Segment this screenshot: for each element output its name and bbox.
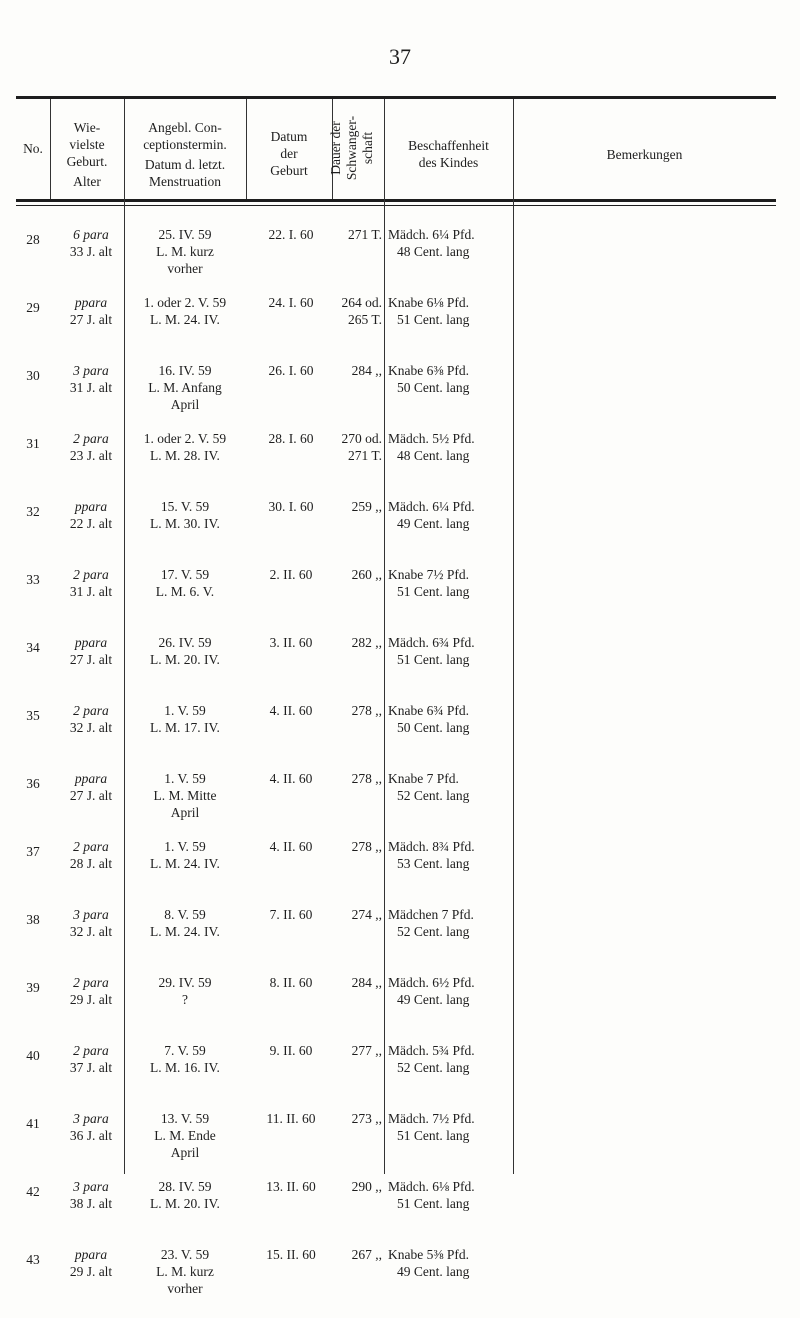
row-dauer: 267 ,, bbox=[351, 1247, 382, 1262]
row-dauer: 284 ,, bbox=[351, 975, 382, 990]
row-kind: Knabe 7 Pfd. 52 Cent. lang bbox=[388, 771, 470, 803]
header-menstruation: Angebl. Con- ceptionstermin. Datum d. letzt. Menstruation bbox=[143, 120, 227, 189]
row-kind: Mädch. 6¼ Pfd. 48 Cent. lang bbox=[388, 227, 475, 259]
row-geburt: 3. II. 60 bbox=[269, 635, 313, 650]
table-row bbox=[0, 634, 800, 706]
row-number: 42 bbox=[26, 1184, 40, 1199]
row-number: 33 bbox=[26, 572, 40, 587]
row-geburt: 13. II. 60 bbox=[266, 1179, 316, 1194]
row-geburt: 24. I. 60 bbox=[268, 295, 314, 310]
row-menstruation: 15. V. 59 L. M. 30. IV. bbox=[150, 499, 220, 531]
row-kind: Mädch. 6¼ Pfd. 49 Cent. lang bbox=[388, 499, 475, 531]
row-number: 30 bbox=[26, 368, 40, 383]
row-dauer: 278 ,, bbox=[351, 839, 382, 854]
row-number: 37 bbox=[26, 844, 40, 859]
row-alter: ppara 29 J. alt bbox=[69, 1247, 113, 1279]
row-alter: 2 para 29 J. alt bbox=[69, 975, 113, 1007]
table-row bbox=[0, 702, 800, 774]
row-alter: 6 para 33 J. alt bbox=[69, 227, 113, 259]
row-kind: Mädch. 5½ Pfd. 48 Cent. lang bbox=[388, 431, 475, 463]
header-kind: Beschaffenheit des Kindes bbox=[408, 138, 489, 170]
row-number: 32 bbox=[26, 504, 40, 519]
table-row bbox=[0, 1178, 800, 1250]
table-row bbox=[0, 294, 800, 366]
row-kind: Mädchen 7 Pfd. 52 Cent. lang bbox=[388, 907, 474, 939]
row-number: 38 bbox=[26, 912, 40, 927]
table-row bbox=[0, 498, 800, 570]
row-number: 36 bbox=[26, 776, 40, 791]
row-menstruation: 17. V. 59 L. M. 6. V. bbox=[155, 567, 215, 599]
row-geburt: 26. I. 60 bbox=[268, 363, 314, 378]
table-row bbox=[0, 838, 800, 910]
row-dauer: 270 od. 271 T. bbox=[341, 431, 382, 463]
row-menstruation: 1. V. 59 L. M. 24. IV. bbox=[150, 839, 220, 871]
header-alter: Wie- vielste Geburt. Alter bbox=[66, 120, 108, 189]
header-no: No. bbox=[23, 141, 43, 156]
row-menstruation: 1. oder 2. V. 59 L. M. 28. IV. bbox=[143, 431, 227, 463]
table-row bbox=[0, 1110, 800, 1182]
row-geburt: 4. II. 60 bbox=[269, 703, 313, 718]
header-dauer: Dauer der Schwanger- schaft bbox=[328, 115, 375, 181]
row-kind: Mädch. 8¾ Pfd. 53 Cent. lang bbox=[388, 839, 475, 871]
row-menstruation: 7. V. 59 L. M. 16. IV. bbox=[150, 1043, 220, 1075]
page-number: 37 bbox=[389, 44, 411, 69]
row-menstruation: 1. oder 2. V. 59 L. M. 24. IV. bbox=[143, 295, 227, 327]
row-alter: 3 para 38 J. alt bbox=[69, 1179, 113, 1211]
row-dauer: 274 ,, bbox=[351, 907, 382, 922]
table-row bbox=[0, 906, 800, 978]
row-geburt: 30. I. 60 bbox=[268, 499, 314, 514]
row-kind: Mädch. 6¾ Pfd. 51 Cent. lang bbox=[388, 635, 475, 667]
row-dauer: 277 ,, bbox=[351, 1043, 382, 1058]
row-dauer: 284 ,, bbox=[351, 363, 382, 378]
header-geburt: Datum der Geburt bbox=[270, 129, 308, 178]
row-geburt: 22. I. 60 bbox=[268, 227, 314, 242]
row-menstruation: 29. IV. 59 ? bbox=[158, 975, 212, 1007]
row-menstruation: 1. V. 59 L. M. 17. IV. bbox=[150, 703, 220, 735]
row-kind: Knabe 6⅜ Pfd. 50 Cent. lang bbox=[388, 363, 470, 395]
table-row bbox=[0, 566, 800, 638]
row-dauer: 260 ,, bbox=[351, 567, 382, 582]
row-dauer: 290 ,, bbox=[351, 1179, 382, 1194]
table-row bbox=[0, 1246, 800, 1318]
row-dauer: 264 od. 265 T. bbox=[341, 295, 382, 327]
row-geburt: 4. II. 60 bbox=[269, 771, 313, 786]
row-number: 34 bbox=[26, 640, 40, 655]
row-alter: 2 para 32 J. alt bbox=[69, 703, 113, 735]
row-geburt: 11. II. 60 bbox=[266, 1111, 316, 1126]
header-bemerkungen: Bemerkungen bbox=[606, 147, 683, 162]
row-alter: ppara 27 J. alt bbox=[69, 635, 113, 667]
table-row bbox=[0, 770, 800, 842]
row-number: 40 bbox=[26, 1048, 40, 1063]
row-number: 43 bbox=[26, 1252, 40, 1267]
table-row bbox=[0, 974, 800, 1046]
row-menstruation: 25. IV. 59 L. M. kurz vorher bbox=[156, 227, 214, 276]
row-geburt: 9. II. 60 bbox=[269, 1043, 313, 1058]
row-alter: 2 para 31 J. alt bbox=[69, 567, 113, 599]
header-bottom-rule bbox=[16, 199, 776, 202]
row-dauer: 273 ,, bbox=[351, 1111, 382, 1126]
row-menstruation: 13. V. 59 L. M. Ende April bbox=[154, 1111, 216, 1160]
row-dauer: 278 ,, bbox=[351, 703, 382, 718]
table-row bbox=[0, 1042, 800, 1114]
row-number: 28 bbox=[26, 232, 40, 247]
row-kind: Mädch. 5¾ Pfd. 52 Cent. lang bbox=[388, 1043, 475, 1075]
row-dauer: 271 T. bbox=[347, 227, 382, 242]
row-menstruation: 16. IV. 59 L. M. Anfang April bbox=[148, 363, 222, 412]
row-number: 35 bbox=[26, 708, 40, 723]
row-kind: Knabe 5⅜ Pfd. 49 Cent. lang bbox=[388, 1247, 470, 1279]
header-bottom-rule-thin bbox=[16, 205, 776, 206]
row-alter: 2 para 28 J. alt bbox=[69, 839, 113, 871]
row-geburt: 2. II. 60 bbox=[269, 567, 313, 582]
row-menstruation: 26. IV. 59 L. M. 20. IV. bbox=[150, 635, 220, 667]
row-geburt: 4. II. 60 bbox=[269, 839, 313, 854]
row-geburt: 8. II. 60 bbox=[269, 975, 313, 990]
row-alter: 2 para 37 J. alt bbox=[69, 1043, 113, 1075]
row-kind: Mädch. 7½ Pfd. 51 Cent. lang bbox=[388, 1111, 475, 1143]
row-menstruation: 8. V. 59 L. M. 24. IV. bbox=[150, 907, 220, 939]
row-alter: 2 para 23 J. alt bbox=[69, 431, 113, 463]
row-menstruation: 1. V. 59 L. M. Mitte April bbox=[153, 771, 217, 820]
row-alter: 3 para 36 J. alt bbox=[69, 1111, 113, 1143]
row-dauer: 259 ,, bbox=[351, 499, 382, 514]
table-row bbox=[0, 430, 800, 502]
row-kind: Knabe 7½ Pfd. 51 Cent. lang bbox=[388, 567, 470, 599]
row-alter: ppara 22 J. alt bbox=[69, 499, 113, 531]
row-alter: 3 para 32 J. alt bbox=[69, 907, 113, 939]
row-menstruation: 28. IV. 59 L. M. 20. IV. bbox=[150, 1179, 220, 1211]
row-number: 39 bbox=[26, 980, 40, 995]
row-dauer: 282 ,, bbox=[351, 635, 382, 650]
row-dauer: 278 ,, bbox=[351, 771, 382, 786]
table-top-rule bbox=[16, 96, 776, 99]
row-alter: ppara 27 J. alt bbox=[69, 295, 113, 327]
table-row bbox=[0, 226, 800, 298]
row-kind: Knabe 6⅛ Pfd. 51 Cent. lang bbox=[388, 295, 470, 327]
row-number: 31 bbox=[26, 436, 40, 451]
row-kind: Mädch. 6½ Pfd. 49 Cent. lang bbox=[388, 975, 475, 1007]
row-geburt: 7. II. 60 bbox=[269, 907, 313, 922]
row-number: 29 bbox=[26, 300, 40, 315]
table-row bbox=[0, 362, 800, 434]
row-menstruation: 23. V. 59 L. M. kurz vorher bbox=[156, 1247, 214, 1296]
row-alter: 3 para 31 J. alt bbox=[69, 363, 113, 395]
row-geburt: 28. I. 60 bbox=[268, 431, 314, 446]
row-kind: Mädch. 6⅛ Pfd. 51 Cent. lang bbox=[388, 1179, 475, 1211]
row-number: 41 bbox=[26, 1116, 40, 1131]
row-alter: ppara 27 J. alt bbox=[69, 771, 113, 803]
row-geburt: 15. II. 60 bbox=[266, 1247, 316, 1262]
row-kind: Knabe 6¾ Pfd. 50 Cent. lang bbox=[388, 703, 470, 735]
